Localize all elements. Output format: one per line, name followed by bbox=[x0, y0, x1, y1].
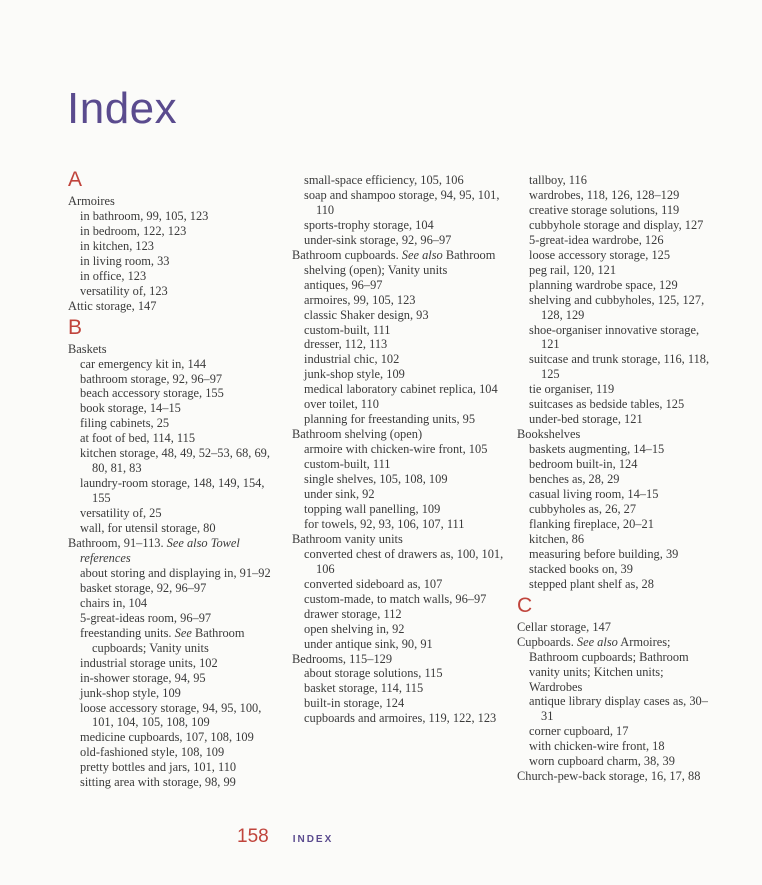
index-entry bbox=[292, 248, 510, 278]
see-reference: See also bbox=[401, 247, 443, 262]
index-entry bbox=[292, 427, 510, 442]
entry-text: corner cupboard, 17 bbox=[529, 724, 629, 739]
index-subentry bbox=[292, 666, 510, 681]
entry-text: in office, 123 bbox=[80, 268, 147, 283]
entry-text: classic Shaker design, 93 bbox=[304, 307, 429, 322]
entry-text: custom-built, 111 bbox=[304, 457, 391, 472]
index-subentry bbox=[68, 626, 278, 656]
entry-text: car emergency kit in, 144 bbox=[80, 356, 207, 371]
index-entry bbox=[292, 532, 510, 547]
index-entry bbox=[517, 427, 717, 442]
index-subentry bbox=[517, 412, 717, 427]
index-subentry bbox=[517, 577, 717, 592]
index-subentry bbox=[292, 367, 510, 382]
index-subentry bbox=[292, 502, 510, 517]
index-subentry bbox=[68, 372, 278, 387]
entry-text: Bathroom vanity units bbox=[292, 531, 403, 546]
index-subentry bbox=[292, 442, 510, 457]
index-column-1 bbox=[68, 166, 278, 790]
index-subentry bbox=[517, 517, 717, 532]
entry-text: wardrobes, 118, 126, 128–129 bbox=[529, 187, 680, 202]
index-subentry bbox=[292, 711, 510, 726]
entry-text: loose accessory storage, 125 bbox=[529, 247, 671, 262]
index-subentry bbox=[517, 442, 717, 457]
entry-text: under-sink storage, 92, 96–97 bbox=[304, 232, 452, 247]
index-subentry bbox=[517, 233, 717, 248]
index-subentry bbox=[292, 547, 510, 577]
index-subentry bbox=[292, 637, 510, 652]
index-subentry bbox=[292, 607, 510, 622]
entry-text: under antique sink, 90, 91 bbox=[304, 636, 433, 651]
index-subentry bbox=[517, 694, 717, 724]
entry-text: Bookshelves bbox=[517, 427, 581, 442]
entry-text: Bathroom, 91–113. bbox=[68, 536, 167, 551]
index-subentry bbox=[517, 248, 717, 263]
index-subentry bbox=[292, 218, 510, 233]
entry-text: soap and shampoo storage, 94, 95, 101, 110 bbox=[304, 187, 500, 217]
entry-text: in kitchen, 123 bbox=[80, 238, 154, 253]
index-subentry bbox=[517, 203, 717, 218]
entry-text: sitting area with storage, 98, 99 bbox=[80, 775, 236, 790]
section-letter: A bbox=[68, 168, 83, 191]
index-subentry bbox=[68, 446, 278, 476]
index-entry bbox=[68, 342, 278, 357]
index-subentry bbox=[517, 293, 717, 323]
index-subentry bbox=[292, 308, 510, 323]
index-subentry bbox=[68, 386, 278, 401]
index-subentry bbox=[292, 487, 510, 502]
entry-text: Bathroom cupboards. bbox=[292, 247, 402, 262]
index-subentry bbox=[292, 382, 510, 397]
index-subentry bbox=[68, 671, 278, 686]
entry-text: dresser, 112, 113 bbox=[304, 337, 388, 352]
entry-text: under sink, 92 bbox=[304, 487, 375, 502]
entry-text: sports-trophy storage, 104 bbox=[304, 217, 434, 232]
index-subentry bbox=[292, 233, 510, 248]
index-subentry bbox=[68, 656, 278, 671]
entry-text: Cellar storage, 147 bbox=[517, 619, 611, 634]
index-entry bbox=[68, 194, 278, 209]
entry-text: junk-shop style, 109 bbox=[304, 367, 405, 382]
index-subentry bbox=[517, 502, 717, 517]
index-subentry bbox=[517, 352, 717, 382]
entry-text: pretty bottles and jars, 101, 110 bbox=[80, 760, 237, 775]
index-subentry bbox=[517, 472, 717, 487]
index-subentry bbox=[292, 278, 510, 293]
entry-text: Cupboards. bbox=[517, 634, 577, 649]
index-subentry bbox=[68, 730, 278, 745]
index-subentry bbox=[517, 278, 717, 293]
index-subentry bbox=[68, 416, 278, 431]
entry-text: bathroom storage, 92, 96–97 bbox=[80, 371, 223, 386]
index-subentry bbox=[292, 457, 510, 472]
index-subentry bbox=[68, 254, 278, 269]
entry-text: drawer storage, 112 bbox=[304, 606, 402, 621]
index-subentry bbox=[517, 323, 717, 353]
entry-text: kitchen, 86 bbox=[529, 531, 585, 546]
index-subentry bbox=[292, 577, 510, 592]
entry-text: old-fashioned style, 108, 109 bbox=[80, 745, 225, 760]
entry-text: topping wall panelling, 109 bbox=[304, 501, 441, 516]
entry-text: planning for freestanding units, 95 bbox=[304, 412, 476, 427]
entry-text: custom-built, 111 bbox=[304, 322, 391, 337]
index-column-3 bbox=[517, 173, 717, 784]
entry-text: about storage solutions, 115 bbox=[304, 666, 443, 681]
index-subentry bbox=[517, 382, 717, 397]
entry-text: Church-pew-back storage, 16, 17, 88 bbox=[517, 769, 701, 784]
index-subentry bbox=[292, 622, 510, 637]
index-subentry bbox=[517, 397, 717, 412]
index-subentry bbox=[517, 487, 717, 502]
index-subentry bbox=[68, 209, 278, 224]
index-subentry bbox=[68, 686, 278, 701]
entry-text: junk-shop style, 109 bbox=[80, 685, 181, 700]
entry-text: beach accessory storage, 155 bbox=[80, 386, 224, 401]
index-subentry bbox=[68, 284, 278, 299]
see-target: Bathroom shelving (open); Vanity units bbox=[304, 247, 496, 277]
index-subentry bbox=[68, 269, 278, 284]
index-subentry bbox=[517, 173, 717, 188]
entry-text: benches as, 28, 29 bbox=[529, 472, 620, 487]
entry-text: armoire with chicken-wire front, 105 bbox=[304, 442, 488, 457]
entry-text: 5-great-idea wardrobe, 126 bbox=[529, 232, 664, 247]
entry-text: measuring before building, 39 bbox=[529, 546, 679, 561]
index-subentry bbox=[292, 517, 510, 532]
index-subentry bbox=[517, 547, 717, 562]
page-number: 158 bbox=[237, 826, 269, 847]
entry-text: in-shower storage, 94, 95 bbox=[80, 670, 206, 685]
entry-text: basket storage, 114, 115 bbox=[304, 681, 424, 696]
index-subentry bbox=[292, 592, 510, 607]
entry-text: tie organiser, 119 bbox=[529, 382, 615, 397]
see-reference: See also bbox=[576, 634, 618, 649]
index-subentry bbox=[517, 724, 717, 739]
entry-text: book storage, 14–15 bbox=[80, 401, 181, 416]
entry-text: Armoires bbox=[68, 194, 115, 208]
entry-text: Bathroom shelving (open) bbox=[292, 427, 423, 442]
entry-text: industrial storage units, 102 bbox=[80, 655, 218, 670]
entry-text: medicine cupboards, 107, 108, 109 bbox=[80, 730, 254, 745]
entry-text: suitcase and trunk storage, 116, 118, 125 bbox=[529, 352, 710, 382]
index-subentry bbox=[517, 754, 717, 769]
entry-text: loose accessory storage, 94, 95, 100, 101, 104, 105, 108, 109 bbox=[80, 700, 262, 730]
entry-text: with chicken-wire front, 18 bbox=[529, 739, 665, 754]
entry-text: over toilet, 110 bbox=[304, 397, 379, 412]
entry-text: converted sideboard as, 107 bbox=[304, 576, 443, 591]
index-subentry bbox=[292, 173, 510, 188]
index-subentry bbox=[292, 412, 510, 427]
entry-text: for towels, 92, 93, 106, 107, 111 bbox=[304, 516, 465, 531]
index-entry bbox=[517, 620, 717, 635]
entry-text: bedroom built-in, 124 bbox=[529, 457, 638, 472]
entry-text: antique library display cases as, 30–31 bbox=[529, 694, 708, 724]
entry-text: open shelving in, 92 bbox=[304, 621, 405, 636]
entry-text: in bathroom, 99, 105, 123 bbox=[80, 208, 209, 223]
entry-text: flanking fireplace, 20–21 bbox=[529, 516, 654, 531]
index-subentry bbox=[68, 431, 278, 446]
entry-text: industrial chic, 102 bbox=[304, 352, 400, 367]
page-title: Index bbox=[67, 84, 178, 133]
index-subentry bbox=[517, 263, 717, 278]
see-reference: See also Towel references bbox=[80, 536, 240, 565]
section-label: INDEX bbox=[292, 834, 334, 845]
index-subentry bbox=[68, 760, 278, 775]
index-subentry bbox=[292, 293, 510, 308]
index-subentry bbox=[68, 581, 278, 596]
see-target: Armoires; Bathroom cupboards; Bathroom vanity units; Kitchen units; Wardrobes bbox=[529, 634, 689, 694]
index-subentry bbox=[68, 775, 278, 790]
entry-text: baskets augmenting, 14–15 bbox=[529, 442, 665, 457]
entry-text: cubbyhole storage and display, 127 bbox=[529, 217, 704, 232]
entry-text: peg rail, 120, 121 bbox=[529, 262, 617, 277]
entry-text: antiques, 96–97 bbox=[304, 277, 383, 292]
index-subentry bbox=[68, 611, 278, 626]
entry-text: shoe-organiser innovative storage, 121 bbox=[529, 322, 700, 352]
index-subentry bbox=[68, 701, 278, 731]
entry-text: cubbyholes as, 26, 27 bbox=[529, 501, 637, 516]
index-subentry bbox=[68, 401, 278, 416]
index-subentry bbox=[68, 596, 278, 611]
entry-text: in living room, 33 bbox=[80, 253, 170, 268]
entry-text: armoires, 99, 105, 123 bbox=[304, 292, 416, 307]
index-subentry bbox=[517, 739, 717, 754]
entry-text: wall, for utensil storage, 80 bbox=[80, 521, 216, 536]
index-entry bbox=[292, 652, 510, 667]
index-entry bbox=[68, 536, 278, 566]
section-letter: B bbox=[68, 315, 83, 339]
index-subentry bbox=[292, 681, 510, 696]
index-subentry bbox=[292, 323, 510, 338]
entry-text: cupboards and armoires, 119, 122, 123 bbox=[304, 711, 497, 726]
index-subentry bbox=[517, 218, 717, 233]
entry-text: converted chest of drawers as, 100, 101, 106 bbox=[304, 546, 504, 576]
entry-text: planning wardrobe space, 129 bbox=[529, 277, 678, 292]
section-letter: C bbox=[517, 593, 533, 617]
index-subentry bbox=[68, 239, 278, 254]
entry-text: Baskets bbox=[68, 341, 107, 356]
index-subentry bbox=[68, 357, 278, 372]
entry-text: 5-great-ideas room, 96–97 bbox=[80, 610, 212, 625]
entry-text: chairs in, 104 bbox=[80, 595, 148, 610]
entry-text: about storing and displaying in, 91–92 bbox=[80, 565, 271, 580]
index-subentry bbox=[292, 188, 510, 218]
entry-text: in bedroom, 122, 123 bbox=[80, 223, 187, 238]
index-subentry bbox=[292, 472, 510, 487]
index-subentry bbox=[517, 457, 717, 472]
index-subentry bbox=[68, 745, 278, 760]
entry-text: casual living room, 14–15 bbox=[529, 487, 659, 502]
index-subentry bbox=[68, 506, 278, 521]
entry-text: worn cupboard charm, 38, 39 bbox=[529, 754, 675, 769]
page-footer bbox=[237, 826, 333, 848]
see-target: Bathroom cupboards; Vanity units bbox=[92, 625, 245, 655]
index-subentry bbox=[68, 521, 278, 536]
entry-text: shelving and cubbyholes, 125, 127, 128, 129 bbox=[529, 292, 705, 322]
entry-text: single shelves, 105, 108, 109 bbox=[304, 472, 448, 487]
index-subentry bbox=[517, 562, 717, 577]
entry-text: stacked books on, 39 bbox=[529, 561, 633, 576]
index-subentry bbox=[68, 476, 278, 506]
see-reference: See bbox=[174, 625, 192, 640]
index-entry bbox=[517, 769, 717, 784]
entry-text: suitcases as bedside tables, 125 bbox=[529, 397, 685, 412]
index-column-2 bbox=[292, 173, 510, 726]
entry-text: Bedrooms, 115–129 bbox=[292, 651, 393, 666]
index-entry bbox=[517, 635, 717, 695]
entry-text: built-in storage, 124 bbox=[304, 696, 405, 711]
entry-text: versatility of, 123 bbox=[80, 283, 168, 298]
index-subentry bbox=[68, 566, 278, 581]
index-subentry bbox=[517, 532, 717, 547]
entry-text: versatility of, 25 bbox=[80, 506, 162, 521]
index-subentry bbox=[517, 188, 717, 203]
entry-text: laundry-room storage, 148, 149, 154, 155 bbox=[80, 476, 265, 506]
entry-text: medical laboratory cabinet replica, 104 bbox=[304, 382, 498, 397]
index-subentry bbox=[292, 397, 510, 412]
entry-text: filing cabinets, 25 bbox=[80, 416, 170, 431]
entry-text: creative storage solutions, 119 bbox=[529, 202, 680, 217]
entry-text: basket storage, 92, 96–97 bbox=[80, 580, 207, 595]
entry-text: under-bed storage, 121 bbox=[529, 412, 643, 427]
index-entry bbox=[68, 299, 278, 314]
index-subentry bbox=[68, 224, 278, 239]
entry-text: small-space efficiency, 105, 106 bbox=[304, 173, 464, 187]
entry-text: freestanding units. bbox=[80, 625, 175, 640]
entry-text: at foot of bed, 114, 115 bbox=[80, 431, 196, 446]
entry-text: Attic storage, 147 bbox=[68, 298, 157, 313]
index-subentry bbox=[292, 337, 510, 352]
entry-text: stepped plant shelf as, 28 bbox=[529, 576, 654, 591]
entry-text: custom-made, to match walls, 96–97 bbox=[304, 591, 487, 606]
index-subentry bbox=[292, 352, 510, 367]
entry-text: tallboy, 116 bbox=[529, 173, 587, 187]
entry-text: kitchen storage, 48, 49, 52–53, 68, 69, 80, 81, 83 bbox=[80, 446, 270, 476]
index-subentry bbox=[292, 696, 510, 711]
